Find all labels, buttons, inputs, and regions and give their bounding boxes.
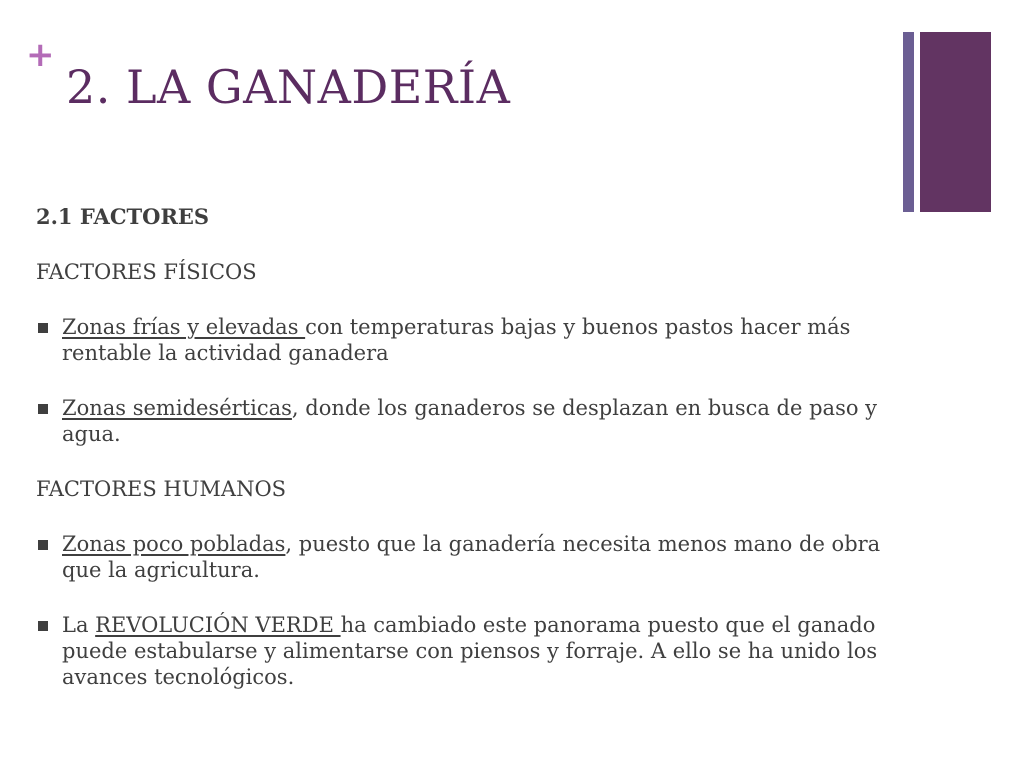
bullet-item (36, 531, 906, 583)
accent-bar-thin (903, 32, 914, 212)
bullet-item (36, 395, 906, 447)
slide-title: 2. LA GANADERÍA (66, 60, 511, 114)
bullet-underlined-term: REVOLUCIÓN VERDE (95, 613, 341, 637)
section-subheading: 2.1 FACTORES (36, 204, 210, 229)
bullet-item (36, 314, 906, 366)
accent-bar-thick (920, 32, 991, 212)
bullet-text: , puesto que la ganadería necesita menos mano de obra que la agricultura. (62, 532, 881, 582)
bullet-prefix: La (62, 613, 96, 637)
bullet-text: con temperaturas bajas y buenos pastos hacer más rentable la actividad ganadera (62, 315, 851, 365)
bullet-item (36, 612, 906, 690)
slide-body (36, 204, 906, 719)
plus-decoration: + (26, 35, 55, 75)
bullet-text: , donde los ganaderos se desplazan en busca de paso y agua. (62, 396, 878, 446)
bullet-underlined-term: Zonas semidesérticas (62, 396, 292, 420)
physical-factors-heading: FACTORES FÍSICOS (36, 260, 257, 284)
bullet-underlined-term: Zonas frías y elevadas (62, 315, 306, 339)
human-factors-heading: FACTORES HUMANOS (36, 477, 287, 501)
bullet-text: ha cambiado este panorama puesto que el ganado puede estabularse y alimentarse con piensos y forraje. A ello se ha unido los avances tecnológicos. (62, 613, 878, 689)
bullet-underlined-term: Zonas poco pobladas (62, 532, 286, 556)
